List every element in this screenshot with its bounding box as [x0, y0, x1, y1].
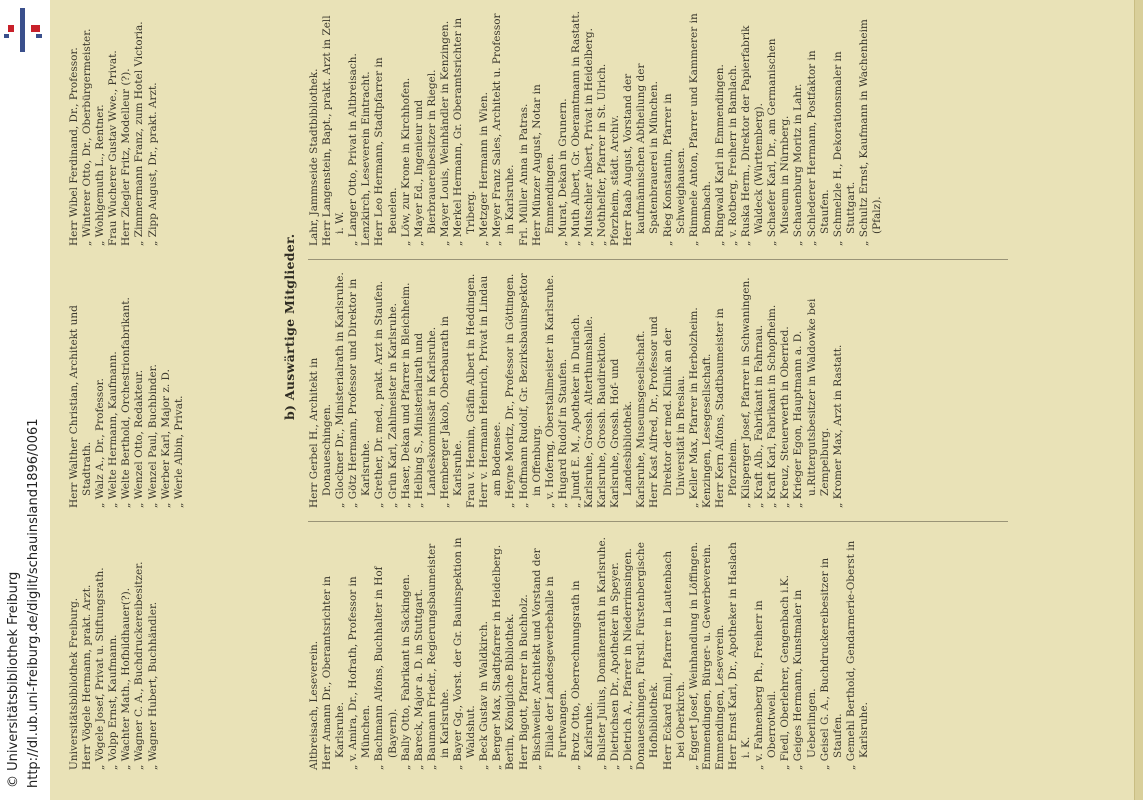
- section-heading: b) Auswärtige Mitglieder.: [282, 233, 297, 420]
- member-entry: „ Grün Karl, Zahlmeister in Karlsruhe.: [386, 302, 399, 508]
- scanned-page: [50, 0, 1143, 800]
- member-entry: „ Kromer Max, Arzt in Rastatt.: [831, 344, 844, 508]
- source-url[interactable]: http://dl.ub.uni-freiburg.de/diglit/schauinsland1896/0061: [26, 418, 41, 788]
- member-entry: Herr Ziegler Fritz, Modelleur (?).: [120, 68, 133, 246]
- column-left: [308, 534, 871, 770]
- member-entry: „ Bischweiler, Architekt und Vorstand der Filiale der Landesgewerbehalle in Furtwangen.: [530, 548, 569, 770]
- member-entry: Emmendingen, Leseverein.: [713, 624, 726, 770]
- viewer-sidebar: [0, 0, 50, 800]
- member-entry: „ Langer Otto, Privat in Altbreisach.: [347, 53, 360, 246]
- member-entry: „ Fiedl, Oberlehrer, Gengenbach i.K.: [779, 575, 792, 770]
- member-entry: Herr Leo Hermann, Stadtpfarrer in Beuelen.: [373, 57, 399, 246]
- member-entry: „ Götz Hermann, Professor und Direktor in Karlsruhe.: [347, 278, 373, 508]
- member-entry: „ Werle Albin, Privat.: [172, 395, 185, 508]
- member-entry: Frl. Müller Anna in Patras.: [517, 103, 530, 246]
- member-entry: „ Brotz Otto, Oberrechnungsrath in Karlsruhe.: [569, 580, 595, 770]
- member-entry: „ Geiges Hermann, Kunstmaler in Ueberlingen.: [792, 589, 818, 770]
- member-entry: Frau v. Hennin, Gräfin Albert in Heddingen.: [465, 273, 478, 508]
- member-entry: Altbreisach, Leseverein.: [308, 640, 320, 770]
- member-entry: „ Metzger Hermann in Wien.: [478, 92, 491, 246]
- member-entry: Herr Raab August, Vorstand der kaufmännischen Abtheilung der Spatenbrauerei in München.: [622, 63, 661, 246]
- member-entry: „ Kilsperger Josef, Pfarrer in Schwaningen.: [740, 277, 753, 508]
- member-entry: „ Wohlgemuth L., Rentner.: [94, 104, 107, 246]
- member-entry: „ Bachmann Alfons, Buchhalter in Hof (Bayern).: [373, 566, 399, 770]
- member-entry: Herr v. Hermann Heinrich, Privat in Lindau am Bodensee.: [478, 275, 504, 508]
- member-entry: „ Mayer Ed., Ingenieur und Bierbrauereibesitzer in Riegel.: [412, 69, 438, 246]
- member-entry: Donaueschingen, Fürstl. Fürstenbergische Hofbibliothek.: [635, 542, 661, 770]
- member-entry: Karlsruhe, Museumsgesellschaft.: [635, 330, 648, 508]
- rotated-page-content: [50, 0, 1130, 800]
- member-entry: „ Hemberger Jakob, Oberbaurath in Karlsruhe.: [438, 316, 465, 508]
- member-entry: „ Löw, zur Krone in Kirchhofen.: [399, 77, 412, 246]
- column-right: [308, 10, 884, 246]
- member-entry: „ Baumann Friedr., Regierungsbaumeister in Karlsruhe.: [425, 543, 451, 770]
- member-entry: „ Schaefer Karl, Dr., am Germanischen Museum in Nürnberg.: [766, 38, 792, 246]
- member-entry: „ Rieg Konstantin, Pfarrer in Schweighausen.: [661, 93, 687, 246]
- member-entry: „ Winterer Otto, Dr., Oberbürgermeister.: [81, 28, 94, 246]
- member-entry: „ v. Fahnenberg Ph., Freiherr in Oberrotweil.: [753, 600, 779, 770]
- member-entry: „ Schlederer Hermann, Postfaktor in Staufen.: [805, 50, 831, 246]
- member-entry: Herr Gerbel H., Architekt in Donaueschingen.: [308, 357, 334, 508]
- member-entry: „ v. Amira, Dr., Hofrath, Professor in München.: [347, 576, 373, 770]
- member-entry: Universitätsbibliothek Freiburg.: [68, 597, 80, 770]
- member-entry: Herr Walther Christian, Architekt und Stadtrath.: [68, 305, 94, 508]
- member-entry: „ Haser, Dekan und Pfarrer in Bleichheim.: [399, 282, 412, 508]
- member-entry: „ Grether, Dr. med., prakt. Arzt in Staufen.: [373, 280, 386, 508]
- member-entry: Karlsruhe, Grossh. Alterthumshalle.: [582, 315, 595, 508]
- member-entry: Karlsruhe, Grossh. Baudirektion.: [596, 332, 609, 508]
- member-entry: Herr Münzer August, Notar in Emmendingen.: [530, 84, 556, 246]
- member-entry: „ Merkel Hermann, Gr. Oberamtsrichter in Triberg.: [452, 17, 478, 246]
- member-entry: „ Wenzel Paul, Buchbinder.: [146, 364, 159, 508]
- member-entry: „ Muth Albert, Gr. Oberamtmann in Rastatt.: [569, 11, 582, 246]
- member-entry: „ Gemehl Berthold, Gendarmerie-Oberst in Karlsruhe.: [844, 540, 870, 770]
- member-entry: „ Meyer Franz Sales, Architekt u. Professor in Karlsruhe.: [491, 13, 517, 246]
- member-entry: „ Zimmermann Franz, zum Hotel Victoria.: [133, 21, 146, 246]
- member-entry: „ Dietrichsen Dr., Apotheker in Speyer.: [609, 562, 622, 770]
- member-entry: Berlin, Königliche Bibliothek.: [504, 613, 517, 770]
- member-entry: Emmendingen, Bürger- u. Gewerbeverein.: [700, 543, 713, 770]
- member-entry: Herr Wibel Ferdinand, Dr., Professor.: [68, 47, 80, 246]
- member-entry: „ Bayer Gg., Vorst. der Gr. Bauinspektion in Waldshut.: [452, 537, 478, 770]
- top-middle-block: [68, 272, 186, 508]
- member-entry: „ Mutschler Albert, Privat in Heidelberg.: [582, 28, 595, 246]
- member-entry: Herr Amann Dr., Oberamtsrichter in Karlsruhe.: [321, 575, 347, 770]
- member-entry: „ Kraft Alb., Fabrikant in Fahrnau.: [753, 324, 766, 508]
- column-divider: [308, 521, 1008, 522]
- top-left-block: [68, 534, 160, 770]
- ub-freiburg-logo-icon: [4, 8, 44, 52]
- member-entry: „ Walz A., Dr., Professor.: [94, 378, 107, 508]
- member-entry: „ v. Hoferng, Oberstallmeister in Karlsruhe.: [543, 274, 556, 508]
- member-entry: „ Welte Berthold, Orchestrionfabrikant.: [120, 297, 133, 508]
- member-entry: „ Nothhelfer, Pfarrer in St. Ulrich.: [596, 63, 609, 246]
- member-entry: Herr Langenstein, Bapt., prakt. Arzt in Zell i. W.: [321, 15, 347, 246]
- member-entry: „ Eggert Josef, Weinhandlung in Löffingen.: [687, 541, 700, 770]
- member-entry: „ Wachter Math., Hofbildhauer(?).: [120, 587, 133, 770]
- member-entry: Kenzingen, Lesegesellschaft.: [700, 353, 713, 508]
- member-entry: Frau Wucherer Gustav Wwe., Privat.: [107, 50, 120, 246]
- member-entry: „ Hugard Rudolf in Staufen.: [556, 358, 569, 508]
- member-entry: „ Schmelzle H., Dekorationsmaler in Stuttgart.: [831, 51, 857, 246]
- column-divider: [308, 259, 1008, 260]
- member-entry: „ Vögele Josef, Privat u. Stiftungsrath.: [94, 567, 107, 770]
- member-entry: „ Bulster Julius, Domänenrath in Karlsruhe.: [596, 536, 609, 770]
- top-right-block: [68, 10, 160, 246]
- member-entry: Herr Kast Alfred, Dr., Professor und Direktor der med. Klinik an der Universität in Breslau.: [648, 316, 687, 508]
- member-entry: „ Beck Gustav in Waldkirch.: [478, 621, 491, 770]
- member-entry: Herr Bigott, Pfarrer in Buchholz.: [517, 594, 530, 770]
- member-entry: „ Mayer Louis, Weinhändler in Kenzingen.: [438, 20, 451, 246]
- page-edge: [1134, 0, 1143, 800]
- member-entry: Karlsruhe, Grossh. Hof- und Landesbibliothek.: [609, 358, 635, 508]
- member-entry: „ Bareck, Major a. D. in Stuttgart.: [412, 588, 425, 770]
- member-entry: „ Zipp August, Dr., prakt. Arzt.: [146, 82, 159, 246]
- member-entry: „ Keller Max, Pfarrer in Herbolzheim.: [687, 307, 700, 508]
- member-entry: Herr Eckard Emil, Pfarrer in Lautenbach bei Oberkirch.: [661, 550, 687, 770]
- member-entry: Pforzheim, städt. Archiv.: [609, 115, 622, 246]
- member-entry: „ Werber Karl, Major z. D.: [159, 369, 172, 508]
- member-entry: „ Wenzel Otto, Redakteur.: [133, 369, 146, 508]
- member-entry: Herr Vögele Hermann, prakt. Arzt.: [81, 584, 94, 770]
- copyright-notice: © Universitätsbibliothek Freiburg: [6, 571, 21, 788]
- member-entry: „ Ringwald Karl in Emmendingen.: [713, 64, 726, 246]
- member-entry: „ Geisel G. A., Buchdruckereibesitzer in Staufen.: [818, 557, 844, 770]
- member-entry: „ Wagner Hubert, Buchhändler.: [146, 601, 159, 770]
- member-entry: „ Hoffmann Rudolf, Gr. Bezirksbauinspektor in Offenburg.: [517, 273, 543, 508]
- member-entry: „ Bally Otto, Fabrikant in Säckingen.: [399, 574, 412, 770]
- member-entry: „ Ruska Herm., Direktor der Papierfabrik Waldeck (Württemberg).: [740, 25, 766, 246]
- member-entry: „ Schauenburg Moritz in Lahr.: [792, 83, 805, 246]
- member-entry: „ Volpp Ernst, Kaufmann.: [107, 634, 120, 770]
- member-entry: „ Krieger Egon, Hauptmann a. D. u.Rittergutsbesitzer in Waldowke bei Zempelburg.: [792, 298, 831, 508]
- member-entry: „ Rimmele Anton, Pfarrer und Kammerer in Bombach.: [687, 13, 713, 246]
- member-entry: „ Wagner C. A., Buchdruckereibesitzer.: [133, 561, 146, 770]
- member-entry: „ v. Rotberg, Freiherr in Bamlach.: [727, 64, 739, 246]
- member-entry: „ Welte Hermann, Kaufmann.: [107, 351, 120, 508]
- member-entry: „ Jundt E. M., Apotheker in Durlach.: [569, 314, 582, 508]
- member-entry: Herr Kern Alfons, Stadtbaumeister in Pforzheim.: [713, 308, 739, 508]
- member-entry: „ Glockner Dr., Ministerialrath in Karlsruhe.: [334, 272, 347, 508]
- member-entry: „ Schultz Ernst, Kaufmann in Wachenheim (Pfalz).: [857, 19, 884, 246]
- member-entry: „ Dietrich A., Pfarrer in Niederrimsingen.: [622, 548, 635, 770]
- column-middle: [308, 272, 845, 508]
- member-entry: Herr Ernst Karl, Dr., Apotheker in Haslach i. K.: [727, 542, 753, 770]
- member-entry: „ Kreuz, Steuerwerth in Oberried.: [779, 326, 792, 508]
- member-entry: Lahr, Jammseide Stadtbibliothek.: [308, 68, 320, 246]
- member-entry: „ Heyne Moritz, Dr., Professor in Göttingen.: [504, 273, 517, 508]
- member-entry: „ Murat, Dekan in Grunern.: [556, 98, 569, 246]
- member-entry: „ Helbing S., Ministerialrath und Landeskommissär in Karlsruhe.: [412, 326, 438, 508]
- member-entry: Lenzkirch, Leseverein Eintracht.: [360, 71, 373, 246]
- member-entry: „ Kraft Karl, Fabrikant in Schopfheim.: [766, 304, 779, 508]
- member-entry: „ Berger Max, Stadtpfarrer in Heidelberg.: [491, 544, 504, 770]
